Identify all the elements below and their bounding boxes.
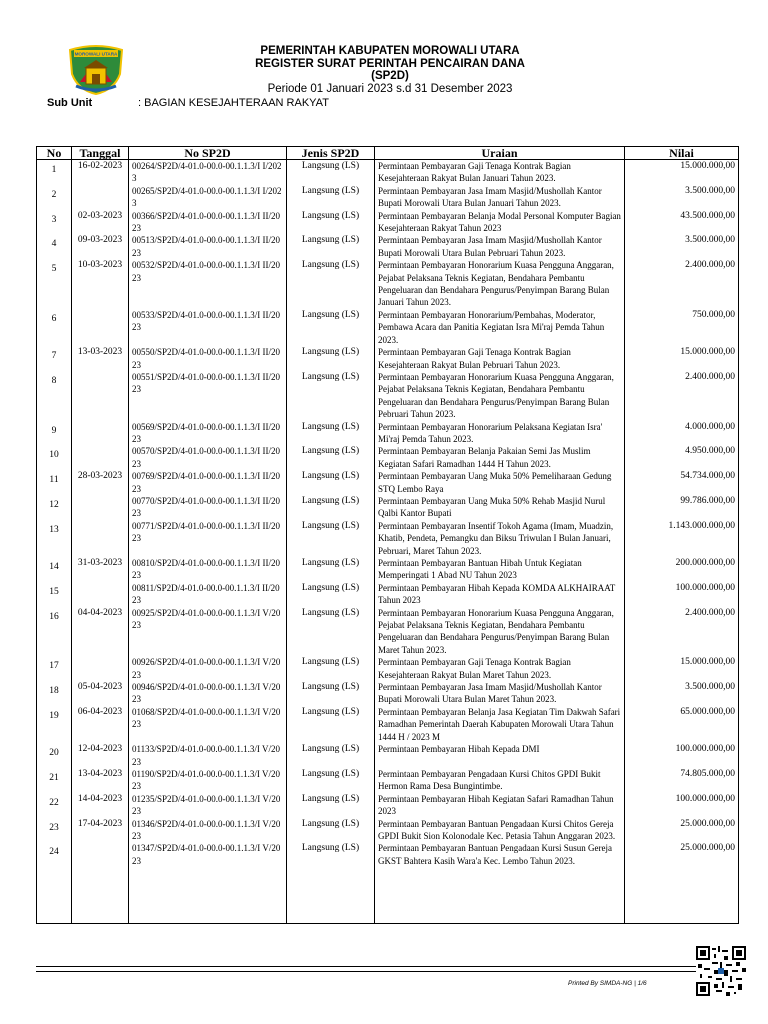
row-uraian: Permintaan Pembayaran Bantuan Pengadaan Kursi Susun Gereja GKST Bahtera Kasih Wara'a Kec. Lembo Tahun 2023. bbox=[375, 842, 625, 867]
empty-cell bbox=[37, 867, 72, 924]
table-row bbox=[37, 706, 739, 743]
row-number: 7 bbox=[51, 351, 57, 362]
row-jenis-sp2d: Langsung (LS) bbox=[287, 768, 375, 793]
row-uraian: Permintaan Pembayaran Gaji Tenaga Kontrak Bagian Kesejahteraan Rakyat Bulan Maret Tahun 2023. bbox=[375, 656, 625, 681]
table-row bbox=[37, 160, 739, 185]
row-number: 16 bbox=[49, 611, 59, 622]
table-row bbox=[37, 346, 739, 371]
row-number: 24 bbox=[49, 847, 59, 858]
table-row bbox=[37, 259, 739, 309]
row-nilai: 15.000.000,00 bbox=[625, 656, 739, 681]
footer-rule bbox=[36, 971, 738, 972]
row-tanggal bbox=[72, 421, 129, 446]
column-header-tanggal: Tanggal bbox=[72, 147, 129, 160]
row-tanggal: 05-04-2023 bbox=[72, 681, 129, 706]
row-no-sp2d: 00810/SP2D/4-01.0-00.0-00.1.1.3/I II/2023 bbox=[129, 557, 287, 582]
row-number: 15 bbox=[49, 586, 59, 597]
row-uraian: Permintaan Pembayaran Jasa Imam Masjid/Mushollah Kantor Bupati Morowali Utara Bulan Maret Tahun 2023. bbox=[375, 681, 625, 706]
row-tanggal: 13-03-2023 bbox=[72, 346, 129, 371]
table-row bbox=[37, 743, 739, 768]
row-tanggal bbox=[72, 842, 129, 867]
row-number: 12 bbox=[49, 499, 59, 510]
row-tanggal bbox=[72, 185, 129, 210]
row-nilai: 100.000.000,00 bbox=[625, 793, 739, 818]
table-row bbox=[37, 234, 739, 259]
table-row bbox=[37, 470, 739, 495]
table-row bbox=[37, 421, 739, 446]
table-row bbox=[37, 210, 739, 235]
row-number: 2 bbox=[51, 189, 57, 200]
table-header-row bbox=[37, 147, 739, 160]
row-tanggal bbox=[72, 520, 129, 557]
qr-code-icon bbox=[696, 946, 746, 996]
sp2d-register-table bbox=[36, 146, 739, 924]
row-no-sp2d: 01347/SP2D/4-01.0-00.0-00.1.1.3/I V/2023 bbox=[129, 842, 287, 867]
row-uraian: Permintaan Pembayaran Hibah Kegiatan Safari Ramadhan Tahun 2023 bbox=[375, 793, 625, 818]
empty-cell bbox=[129, 867, 287, 924]
row-jenis-sp2d: Langsung (LS) bbox=[287, 259, 375, 309]
row-number: 14 bbox=[49, 562, 59, 572]
row-uraian: Permintaan Pembayaran Uang Muka 50% Rehab Masjid Nurul Qalbi Kantor Bupati bbox=[375, 495, 625, 520]
row-no-sp2d: 00550/SP2D/4-01.0-00.0-00.1.1.3/I II/2023 bbox=[129, 346, 287, 371]
row-nilai: 100.000.000,00 bbox=[625, 743, 739, 768]
row-nilai: 2.400.000,00 bbox=[625, 607, 739, 657]
empty-cell bbox=[375, 867, 625, 924]
header-register-title: REGISTER SURAT PERINTAH PENCAIRAN DANA bbox=[255, 58, 525, 70]
row-tanggal bbox=[72, 656, 129, 681]
row-jenis-sp2d: Langsung (LS) bbox=[287, 309, 375, 346]
row-jenis-sp2d: Langsung (LS) bbox=[287, 160, 375, 185]
table-row bbox=[37, 185, 739, 210]
row-tanggal: 12-04-2023 bbox=[72, 743, 129, 768]
row-number: 13 bbox=[49, 524, 59, 535]
table-row bbox=[37, 520, 739, 557]
row-nilai: 1.143.000.000,00 bbox=[625, 520, 739, 557]
row-uraian: Permintaan Pembayaran Honorarium Pelaksana Kegiatan Isra' Mi'raj Pemda Tahun 2023. bbox=[375, 421, 625, 446]
row-jenis-sp2d: Langsung (LS) bbox=[287, 520, 375, 557]
row-uraian: Permintaan Pembayaran Belanja Pakaian Semi Jas Muslim Kegiatan Safari Ramadhan 1444 H Tahun 2023. bbox=[375, 445, 625, 470]
footer-rule bbox=[36, 966, 738, 967]
row-number: 8 bbox=[51, 375, 57, 386]
row-jenis-sp2d: Langsung (LS) bbox=[287, 346, 375, 371]
row-nilai: 3.500.000,00 bbox=[625, 234, 739, 259]
row-tanggal bbox=[72, 309, 129, 346]
row-uraian: Permintaan Pembayaran Honorarium/Pembahas, Moderator, Pembawa Acara dan Panitia Kegiatan Isra Mi'raj Pemda Tahun 2023. bbox=[375, 309, 625, 346]
header-government: PEMERINTAH KABUPATEN MOROWALI UTARA bbox=[260, 45, 520, 57]
logo-text: MOROWALI UTARA bbox=[74, 51, 118, 57]
row-nilai: 43.500.000,00 bbox=[625, 210, 739, 235]
table-row bbox=[37, 445, 739, 470]
row-tanggal: 04-04-2023 bbox=[72, 607, 129, 657]
row-tanggal: 06-04-2023 bbox=[72, 706, 129, 743]
row-nilai: 200.000.000,00 bbox=[625, 557, 739, 582]
row-tanggal: 02-03-2023 bbox=[72, 210, 129, 235]
row-uraian: Permintaan Pembayaran Pengadaan Kursi Chitos GPDI Bukit Hermon Rama Desa Bungintimbe. bbox=[375, 768, 625, 793]
row-tanggal: 16-02-2023 bbox=[72, 160, 129, 185]
sub-unit-value: : BAGIAN KESEJAHTERAAN RAKYAT bbox=[138, 97, 329, 109]
row-tanggal bbox=[72, 495, 129, 520]
column-header-nilai: Nilai bbox=[625, 147, 739, 160]
table-row bbox=[37, 818, 739, 843]
row-nilai: 74.805.000,00 bbox=[625, 768, 739, 793]
row-number: 6 bbox=[51, 313, 57, 324]
row-tanggal: 17-04-2023 bbox=[72, 818, 129, 843]
table-row bbox=[37, 371, 739, 421]
column-header-no: No bbox=[37, 147, 72, 160]
row-number: 4 bbox=[51, 239, 57, 250]
row-tanggal: 09-03-2023 bbox=[72, 234, 129, 259]
row-no-sp2d: 01235/SP2D/4-01.0-00.0-00.1.1.3/I V/2023 bbox=[129, 793, 287, 818]
row-tanggal: 31-03-2023 bbox=[72, 557, 129, 582]
row-number: 10 bbox=[49, 450, 59, 461]
row-uraian: Permintaan Pembayaran Honorarium Kuasa Pengguna Anggaran, Pejabat Pelaksana Teknis Kegiatan, Bendahara Pembantu Pengeluaran dan Bendahara Pengurus/Penyimpan Barang Bulan Pebruari Tahun 2023. bbox=[375, 371, 625, 421]
row-nilai: 15.000.000,00 bbox=[625, 346, 739, 371]
row-uraian: Permintaan Pembayaran Insentif Tokoh Agama (Imam, Muadzin, Khatib, Pendeta, Pemangku dan Biksu Triwulan I Bulan Januari, Pebruari, Maret Tahun 2023. bbox=[375, 520, 625, 557]
row-nilai: 750.000,00 bbox=[625, 309, 739, 346]
row-nilai: 25.000.000,00 bbox=[625, 818, 739, 843]
row-number: 18 bbox=[49, 686, 59, 697]
row-number: 11 bbox=[49, 475, 59, 486]
row-no-sp2d: 01346/SP2D/4-01.0-00.0-00.1.1.3/I V/2023 bbox=[129, 818, 287, 843]
row-nilai: 2.400.000,00 bbox=[625, 371, 739, 421]
row-jenis-sp2d: Langsung (LS) bbox=[287, 557, 375, 582]
row-no-sp2d: 00533/SP2D/4-01.0-00.0-00.1.1.3/I II/2023 bbox=[129, 309, 287, 346]
row-tanggal bbox=[72, 371, 129, 421]
row-no-sp2d: 00946/SP2D/4-01.0-00.0-00.1.1.3/I V/2023 bbox=[129, 681, 287, 706]
table-row bbox=[37, 495, 739, 520]
row-uraian: Permintaan Pembayaran Bantuan Hibah Untuk Kegiatan Memperingati 1 Abad NU Tahun 2023 bbox=[375, 557, 625, 582]
row-no-sp2d: 00513/SP2D/4-01.0-00.0-00.1.1.3/I II/2023 bbox=[129, 234, 287, 259]
row-nilai: 100.000.000,00 bbox=[625, 582, 739, 607]
row-number: 20 bbox=[49, 748, 59, 759]
row-number: 17 bbox=[49, 661, 59, 672]
row-no-sp2d: 01068/SP2D/4-01.0-00.0-00.1.1.3/I V/2023 bbox=[129, 706, 287, 743]
header-period: Periode 01 Januari 2023 s.d 31 Desember 2023 bbox=[267, 83, 513, 95]
row-uraian: Permintaan Pembayaran Honorarium Kuasa Pengguna Anggaran, Pejabat Pelaksana Teknis Kegiatan, Bendahara Pembantu Pengeluaran dan Bendahara Pengurus/Penyimpan Barang Bulan Januari Tahun 2023. bbox=[375, 259, 625, 309]
row-jenis-sp2d: Langsung (LS) bbox=[287, 656, 375, 681]
row-jenis-sp2d: Langsung (LS) bbox=[287, 495, 375, 520]
row-jenis-sp2d: Langsung (LS) bbox=[287, 743, 375, 768]
row-jenis-sp2d: Langsung (LS) bbox=[287, 818, 375, 843]
row-number: 21 bbox=[49, 772, 59, 783]
row-jenis-sp2d: Langsung (LS) bbox=[287, 445, 375, 470]
empty-cell bbox=[625, 867, 739, 924]
row-jenis-sp2d: Langsung (LS) bbox=[287, 185, 375, 210]
row-jenis-sp2d: Langsung (LS) bbox=[287, 210, 375, 235]
row-number: 23 bbox=[49, 822, 59, 833]
row-nilai: 65.000.000,00 bbox=[625, 706, 739, 743]
row-uraian: Permintaan Pembayaran Gaji Tenaga Kontrak Bagian Kesejahteraan Rakyat Bulan Januari Tahun 2023. bbox=[375, 160, 625, 185]
row-nilai: 4.000.000,00 bbox=[625, 421, 739, 446]
row-no-sp2d: 01133/SP2D/4-01.0-00.0-00.1.1.3/I V/2023 bbox=[129, 743, 287, 768]
row-uraian: Permintaan Pembayaran Gaji Tenaga Kontrak Bagian Kesejahteraan Rakyat Bulan Pebruari Tahun 2023. bbox=[375, 346, 625, 371]
column-header-uraian: Uraian bbox=[375, 147, 625, 160]
row-jenis-sp2d: Langsung (LS) bbox=[287, 607, 375, 657]
table-filler-row bbox=[37, 867, 739, 924]
row-tanggal: 28-03-2023 bbox=[72, 470, 129, 495]
row-no-sp2d: 00925/SP2D/4-01.0-00.0-00.1.1.3/I V/2023 bbox=[129, 607, 287, 657]
empty-cell bbox=[72, 867, 129, 924]
row-no-sp2d: 00770/SP2D/4-01.0-00.0-00.1.1.3/I II/2023 bbox=[129, 495, 287, 520]
row-nilai: 4.950.000,00 bbox=[625, 445, 739, 470]
table-row bbox=[37, 842, 739, 867]
row-uraian: Permintaan Pembayaran Belanja Modal Personal Komputer Bagian Kesejahteraan Rakyat Tahun 2023 bbox=[375, 210, 625, 235]
row-uraian: Permintaan Pembayaran Jasa Imam Masjid/Mushollah Kantor Bupati Morowali Utara Bulan Januari Tahun 2023. bbox=[375, 185, 625, 210]
row-jenis-sp2d: Langsung (LS) bbox=[287, 582, 375, 607]
row-jenis-sp2d: Langsung (LS) bbox=[287, 470, 375, 495]
printed-by-footer: Printed By SIMDA-NG | 1/6 bbox=[568, 980, 647, 987]
row-uraian: Permintaan Pembayaran Belanja Jasa Kegiatan Tim Dakwah Safari Ramadhan Pemerintah Daerah Kabupaten Morowali Utara Tahun 1444 H / 2023 M bbox=[375, 706, 625, 743]
sub-unit-label: Sub Unit bbox=[47, 97, 93, 109]
row-uraian: Permintaan Pembayaran Bantuan Pengadaan Kursi Chitos Gereja GPDI Bukit Sion Kolonodale Kec. Petasia Tahun Anggaran 2023. bbox=[375, 818, 625, 843]
row-number: 1 bbox=[51, 165, 57, 175]
row-no-sp2d: 00264/SP2D/4-01.0-00.0-00.1.1.3/I I/2023 bbox=[129, 160, 287, 185]
row-jenis-sp2d: Langsung (LS) bbox=[287, 371, 375, 421]
row-nilai: 25.000.000,00 bbox=[625, 842, 739, 867]
row-uraian: Permintaan Pembayaran Uang Muka 50% Pemeliharaan Gedung STQ Lembo Raya bbox=[375, 470, 625, 495]
row-no-sp2d: 00771/SP2D/4-01.0-00.0-00.1.1.3/I II/2023 bbox=[129, 520, 287, 557]
morowali-utara-logo bbox=[66, 44, 126, 96]
empty-cell bbox=[287, 867, 375, 924]
table-row bbox=[37, 557, 739, 582]
row-jenis-sp2d: Langsung (LS) bbox=[287, 706, 375, 743]
row-number: 5 bbox=[51, 264, 57, 275]
row-nilai: 2.400.000,00 bbox=[625, 259, 739, 309]
row-no-sp2d: 00811/SP2D/4-01.0-00.0-00.1.1.3/I II/2023 bbox=[129, 582, 287, 607]
table-row bbox=[37, 309, 739, 346]
row-tanggal: 13-04-2023 bbox=[72, 768, 129, 793]
table-row bbox=[37, 793, 739, 818]
row-nilai: 3.500.000,00 bbox=[625, 681, 739, 706]
row-number: 22 bbox=[49, 797, 59, 808]
row-jenis-sp2d: Langsung (LS) bbox=[287, 234, 375, 259]
row-number: 9 bbox=[51, 425, 57, 436]
table-row bbox=[37, 768, 739, 793]
row-jenis-sp2d: Langsung (LS) bbox=[287, 681, 375, 706]
row-number: 3 bbox=[51, 214, 57, 225]
row-tanggal: 14-04-2023 bbox=[72, 793, 129, 818]
column-header-no-sp2d: No SP2D bbox=[129, 147, 287, 160]
row-no-sp2d: 00366/SP2D/4-01.0-00.0-00.1.1.3/I II/2023 bbox=[129, 210, 287, 235]
header-sp2d: (SP2D) bbox=[371, 70, 409, 82]
row-no-sp2d: 01190/SP2D/4-01.0-00.0-00.1.1.3/I V/2023 bbox=[129, 768, 287, 793]
row-number: 19 bbox=[49, 710, 59, 721]
table-row bbox=[37, 582, 739, 607]
row-nilai: 99.786.000,00 bbox=[625, 495, 739, 520]
row-tanggal bbox=[72, 445, 129, 470]
row-no-sp2d: 00926/SP2D/4-01.0-00.0-00.1.1.3/I V/2023 bbox=[129, 656, 287, 681]
row-tanggal: 10-03-2023 bbox=[72, 259, 129, 309]
row-nilai: 3.500.000,00 bbox=[625, 185, 739, 210]
row-uraian: Permintaan Pembayaran Hibah Kepada KOMDA ALKHAIRAAT Tahun 2023 bbox=[375, 582, 625, 607]
row-jenis-sp2d: Langsung (LS) bbox=[287, 421, 375, 446]
row-nilai: 15.000.000,00 bbox=[625, 160, 739, 185]
row-nilai: 54.734.000,00 bbox=[625, 470, 739, 495]
row-jenis-sp2d: Langsung (LS) bbox=[287, 842, 375, 867]
table-row bbox=[37, 607, 739, 657]
row-jenis-sp2d: Langsung (LS) bbox=[287, 793, 375, 818]
row-uraian: Permintaan Pembayaran Honorarium Kuasa Pengguna Anggaran, Pejabat Pelaksana Teknis Kegiatan, Bendahara Pembantu Pengeluaran dan Bendahara Pengurus/Penyimpan Barang Bulan Maret Tahun 2023. bbox=[375, 607, 625, 657]
column-header-jenis-sp2d: Jenis SP2D bbox=[287, 147, 375, 160]
row-no-sp2d: 00551/SP2D/4-01.0-00.0-00.1.1.3/I II/2023 bbox=[129, 371, 287, 421]
row-no-sp2d: 00532/SP2D/4-01.0-00.0-00.1.1.3/I II/2023 bbox=[129, 259, 287, 309]
table-row bbox=[37, 681, 739, 706]
row-no-sp2d: 00570/SP2D/4-01.0-00.0-00.1.1.3/I II/2023 bbox=[129, 445, 287, 470]
row-no-sp2d: 00265/SP2D/4-01.0-00.0-00.1.1.3/I I/2023 bbox=[129, 185, 287, 210]
row-tanggal bbox=[72, 582, 129, 607]
row-no-sp2d: 00769/SP2D/4-01.0-00.0-00.1.1.3/I II/2023 bbox=[129, 470, 287, 495]
row-uraian: Permintaan Pembayaran Hibah Kepada DMI bbox=[375, 743, 625, 768]
table-row bbox=[37, 656, 739, 681]
row-no-sp2d: 00569/SP2D/4-01.0-00.0-00.1.1.3/I II/2023 bbox=[129, 421, 287, 446]
row-uraian: Permintaan Pembayaran Jasa Imam Masjid/Mushollah Kantor Bupati Morowali Utara Bulan Pebruari Tahun 2023. bbox=[375, 234, 625, 259]
